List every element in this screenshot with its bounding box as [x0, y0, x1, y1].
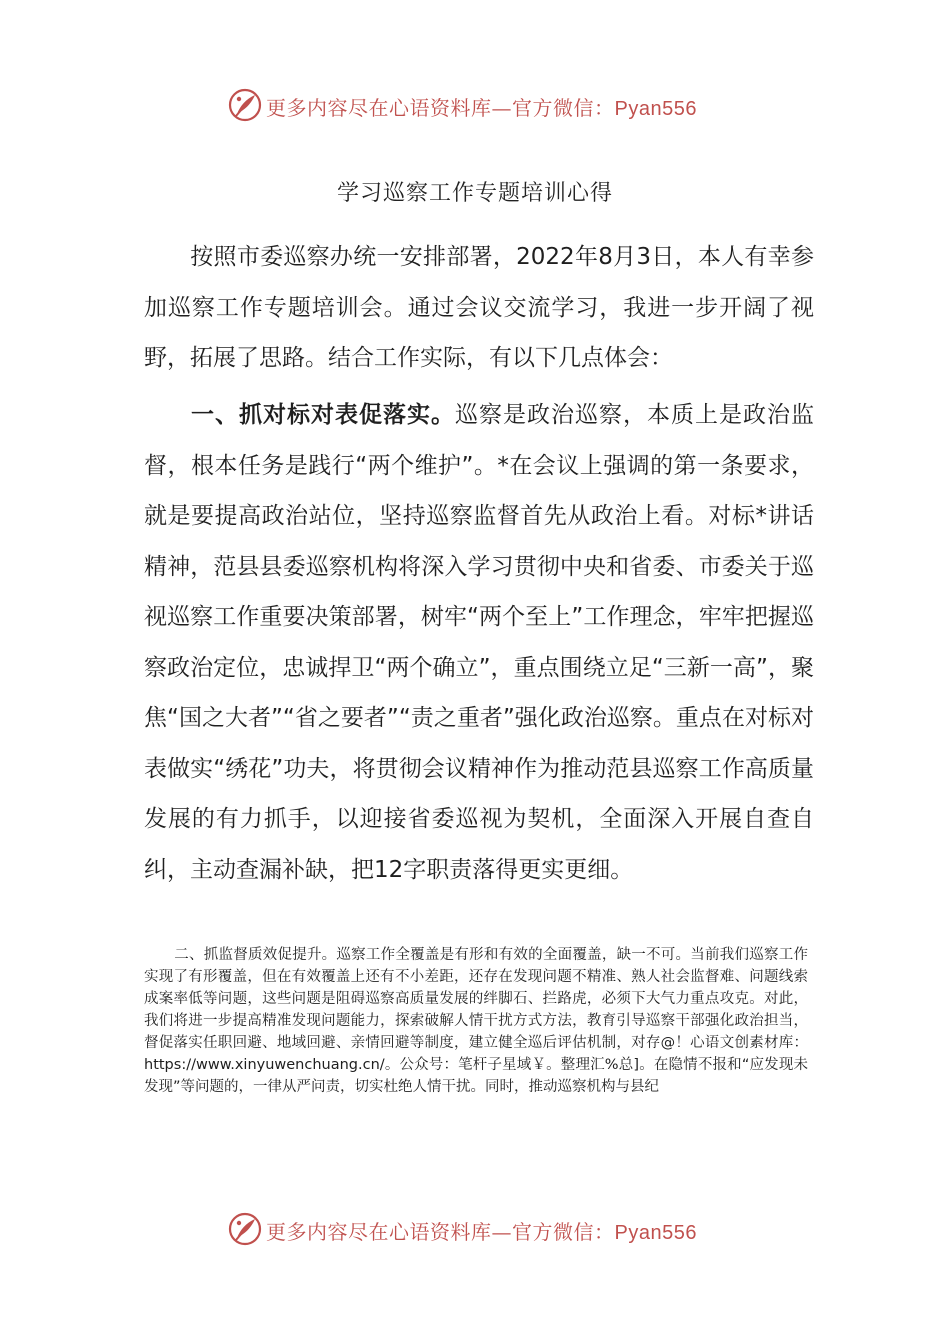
banner-text: 更多内容尽在心语资料库—官方微信：Pyan556 [266, 96, 697, 120]
header-banner [0, 86, 950, 126]
section-1-heading: 一、抓对标对表促落实。 [190, 402, 455, 428]
quill-logo-icon [228, 1212, 262, 1246]
footer-banner [0, 1210, 950, 1250]
document-title: 学习巡察工作专题培训心得 [336, 181, 613, 206]
wechat-handle: Pyan556 [614, 1222, 697, 1244]
banner-text: 更多内容尽在心语资料库—官方微信：Pyan556 [266, 1220, 697, 1244]
wechat-handle: Pyan556 [614, 98, 697, 120]
paragraph-section-2: 二、抓监督质效促提升。巡察工作全覆盖是有形和有效的全面覆盖，缺一不可。当前我们巡察工作实现了有形覆盖，但在有效覆盖上还有不小差距，还存在发现问题不精准、熟人社会监督难、问题线索成案率低等问题，这些问题是阻碍巡察高质量发展的绊脚石、拦路虎，必须下大气力重点攻克。对此，我们将进一步提高精准发现问题能力，探索破解人情干扰方式方法，教育引导巡察干部强化政治担当，督促落实任职回避、地域回避、亲情回避等制度，建立健全巡后评估机制，对存@！心语文创素材库：https://www.xinyuwenchuang.cn/。公众号：笔杆子星域￥。整理汇%总]。在隐情不报和“应发现未发现”等问题的，一律从严问责，切实杜绝人情干扰。同时，推动巡察机构与县纪 [144, 947, 808, 1095]
quill-logo-icon [228, 88, 262, 122]
paragraph-section-1: 一、抓对标对表促落实。巡察是政治巡察，本质上是政治监督，根本任务是践行“两个维护”。*在会议上强调的第一条要求，就是要提高政治站位，坚持巡察监督首先从政治上看。对标*讲话精神，范县县委巡察机构将深入学习贯彻中央和省委、市委关于巡视巡察工作重要决策部署，树牢“两个至上”工作理念，牢牢把握巡察政治定位，忠诚捍卫“两个确立”，重点围绕立足“三新一高”，聚焦“国之大者”“省之要者”“责之重者”强化政治巡察。重点在对标对表做实“绣花”功夫，将贯彻会议精神作为推动范县巡察工作高质量发展的有力抓手，以迎接省委巡视为契机，全面深入开展自查自纠，主动查漏补缺，把12字职责落得更实更细。 [144, 402, 814, 883]
paragraph-intro: 按照市委巡察办统一安排部署，2022年8月3日，本人有幸参加巡察工作专题培训会。通过会议交流学习，我进一步开阔了视野，拓展了思路。结合工作实际，有以下几点体会： [144, 244, 814, 371]
